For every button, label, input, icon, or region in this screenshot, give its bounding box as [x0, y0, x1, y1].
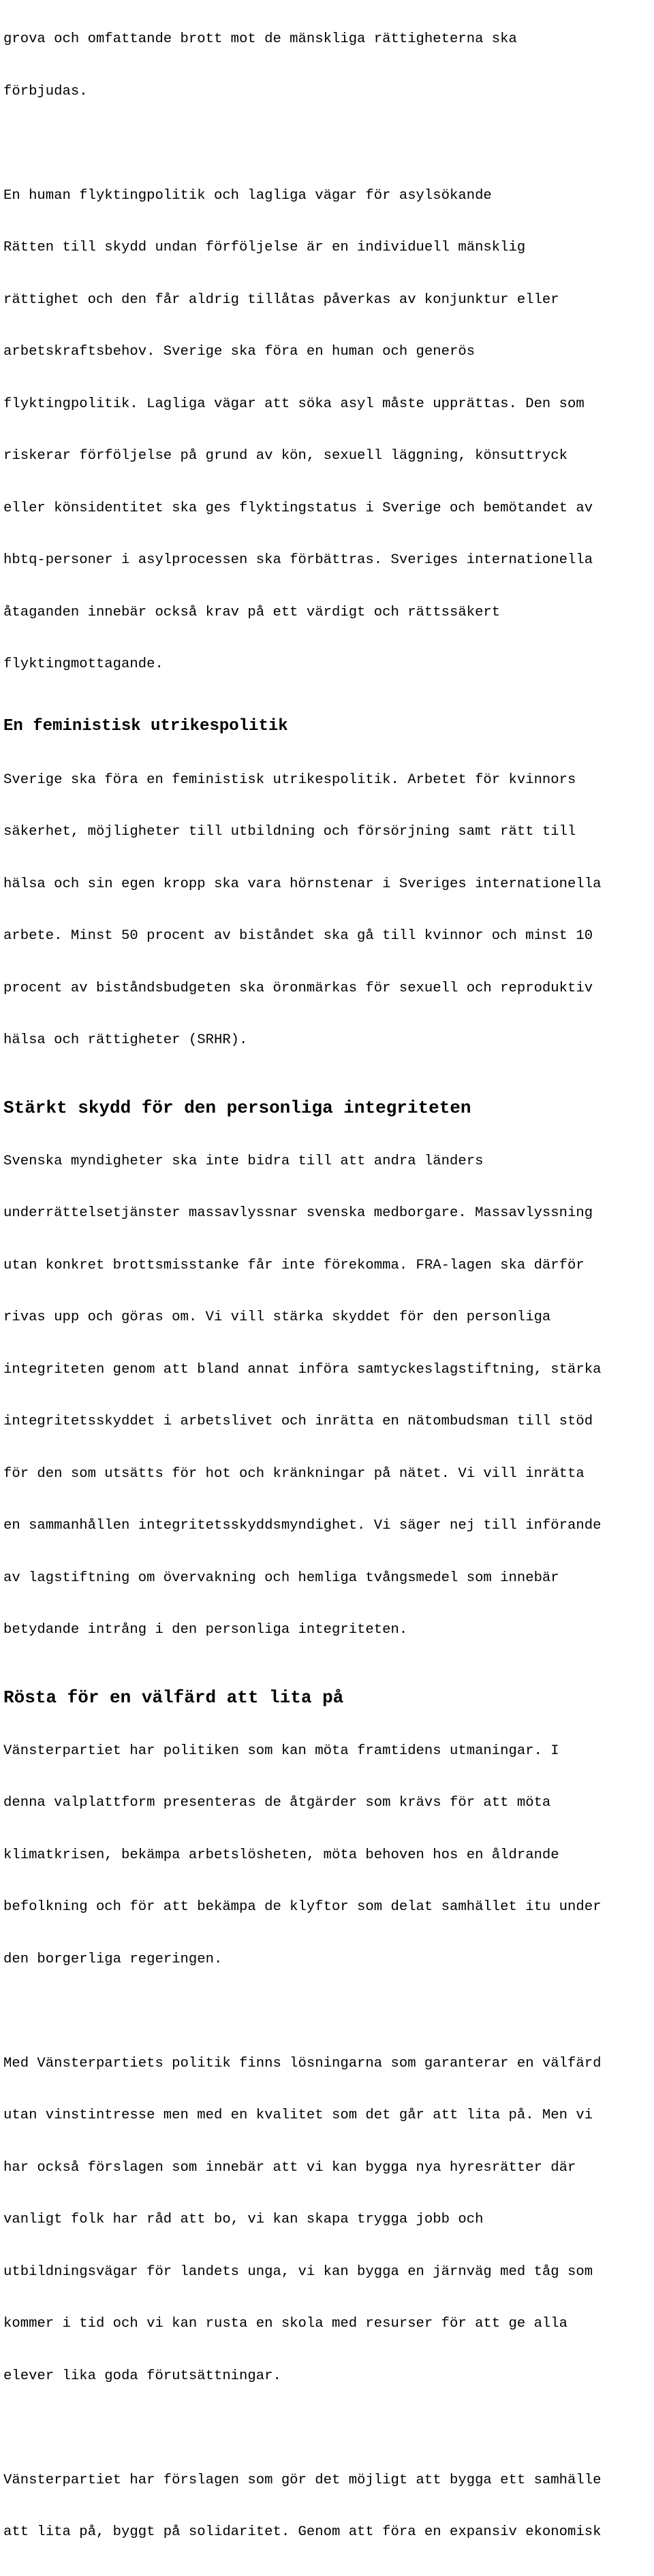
text-line: flyktingpolitik. Lagliga vägar att söka asyl måste upprättas. Den som [3, 396, 585, 412]
text-line: säkerhet, möjligheter till utbildning och försörjning samt rätt till [3, 824, 576, 840]
text-line: förbjudas. [3, 83, 88, 99]
text-line: den borgerliga regeringen. [3, 1951, 223, 1967]
text-line: att lita på, byggt på solidaritet. Genom att föra en expansiv ekonomisk [3, 2524, 602, 2540]
text-line: utan vinstintresse men med en kvalitet som det går att lita på. Men vi [3, 2108, 593, 2123]
text-line: åtaganden innebär också krav på ett värdigt och rättssäkert [3, 604, 501, 620]
section-heading-feminist: En feministisk utrikespolitik [3, 716, 288, 735]
text-line: för den som utsätts för hot och kränkningar på nätet. Vi vill inrätta [3, 1465, 585, 1482]
text-line: Med Vänsterpartiets politik finns lösningarna som garanterar en välfärd [3, 2055, 602, 2071]
text-line: arbete. Minst 50 procent av biståndet ska gå till kvinnor och minst 10 [3, 928, 593, 944]
text-line: procent av biståndsbudgeten ska öronmärkas för sexuell och reproduktiv [3, 980, 593, 996]
document-page [3, 0, 654, 2576]
text-line: har också förslagen som innebär att vi kan bygga nya hyresrätter där [3, 2159, 576, 2176]
section-heading-valfard: Rösta för en välfärd att lita på [3, 1687, 344, 1708]
text-line: hbtq-personer i asylprocessen ska förbättras. Sveriges internationella [3, 552, 593, 568]
text-line: kommer i tid och vi kan rusta en skola med resurser för att ge alla [3, 2316, 568, 2332]
feminist-paragraph [3, 737, 654, 1084]
intro-paragraph [3, 0, 654, 135]
text-line: en sammanhållen integritetsskyddsmyndighet. Vi säger nej till införande [3, 1518, 602, 1533]
text-line: rättighet och den får aldrig tillåtas påverkas av konjunktur eller [3, 291, 559, 308]
section-heading-integritet: Stärkt skydd för den personliga integriteten [3, 1097, 471, 1118]
text-line: Svenska myndigheter ska inte bidra till att andra länders [3, 1153, 484, 1169]
asyl-paragraph [3, 153, 654, 708]
text-line: integritetsskyddet i arbetslivet och inrätta en nätombudsman till stöd [3, 1414, 593, 1429]
text-line: av lagstiftning om övervakning och hemliga tvångsmedel som innebär [3, 1570, 559, 1586]
text-line: utan konkret brottsmisstanke får inte förekomma. FRA-lagen ska därför [3, 1257, 585, 1273]
text-line: Vänsterpartiet har förslagen som gör det möjligt att bygga ett samhälle [3, 2472, 602, 2488]
text-line: klimatkrisen, bekämpa arbetslösheten, möta behoven hos en åldrande [3, 1847, 559, 1863]
text-line: Rätten till skydd undan förföljelse är en individuell mänsklig [3, 240, 526, 255]
text-line: Sverige ska föra en feministisk utrikespolitik. Arbetet för kvinnors [3, 772, 576, 788]
valfard-paragraph-3 [3, 2437, 654, 2576]
text-line: eller könsidentitet ska ges flyktingstatus i Sverige och bemötandet av [3, 500, 593, 516]
text-line: hälsa och sin egen kropp ska vara hörnstenar i Sveriges internationella [3, 876, 602, 892]
text-line: arbetskraftsbehov. Sverige ska föra en human och generös [3, 344, 476, 360]
text-line: Vänsterpartiet har politiken som kan möta framtidens utmaningar. I [3, 1743, 559, 1759]
text-line: integriteten genom att bland annat införa samtyckeslagstiftning, stärka [3, 1361, 602, 1378]
text-line: vanligt folk har råd att bo, vi kan skapa trygga jobb och [3, 2212, 484, 2227]
text-line: betydande intrång i den personliga integriteten. [3, 1622, 408, 1638]
text-line: elever lika goda förutsättningar. [3, 2368, 281, 2384]
text-line: grova och omfattande brott mot de mänskliga rättigheterna ska [3, 31, 517, 47]
integritet-paragraph [3, 1118, 654, 1674]
text-line: En human flyktingpolitik och lagliga vägar för asylsökande [3, 187, 492, 204]
text-line: rivas upp och göras om. Vi vill stärka skyddet för den personliga [3, 1309, 551, 1325]
text-line: denna valplattform presenteras de åtgärder som krävs för att möta [3, 1795, 551, 1811]
text-line: befolkning och för att bekämpa de klyftor som delat samhället itu under [3, 1899, 602, 1915]
valfard-paragraph-1 [3, 1708, 654, 2003]
text-line: hälsa och rättigheter (SRHR). [3, 1032, 248, 1048]
text-line: underrättelsetjänster massavlyssnar svenska medborgare. Massavlyssning [3, 1205, 593, 1221]
text-line: utbildningsvägar för landets unga, vi kan bygga en järnväg med tåg som [3, 2263, 593, 2280]
text-line: flyktingmottagande. [3, 656, 164, 672]
valfard-paragraph-2 [3, 2020, 654, 2420]
text-line: riskerar förföljelse på grund av kön, sexuell läggning, könsuttryck [3, 448, 568, 464]
